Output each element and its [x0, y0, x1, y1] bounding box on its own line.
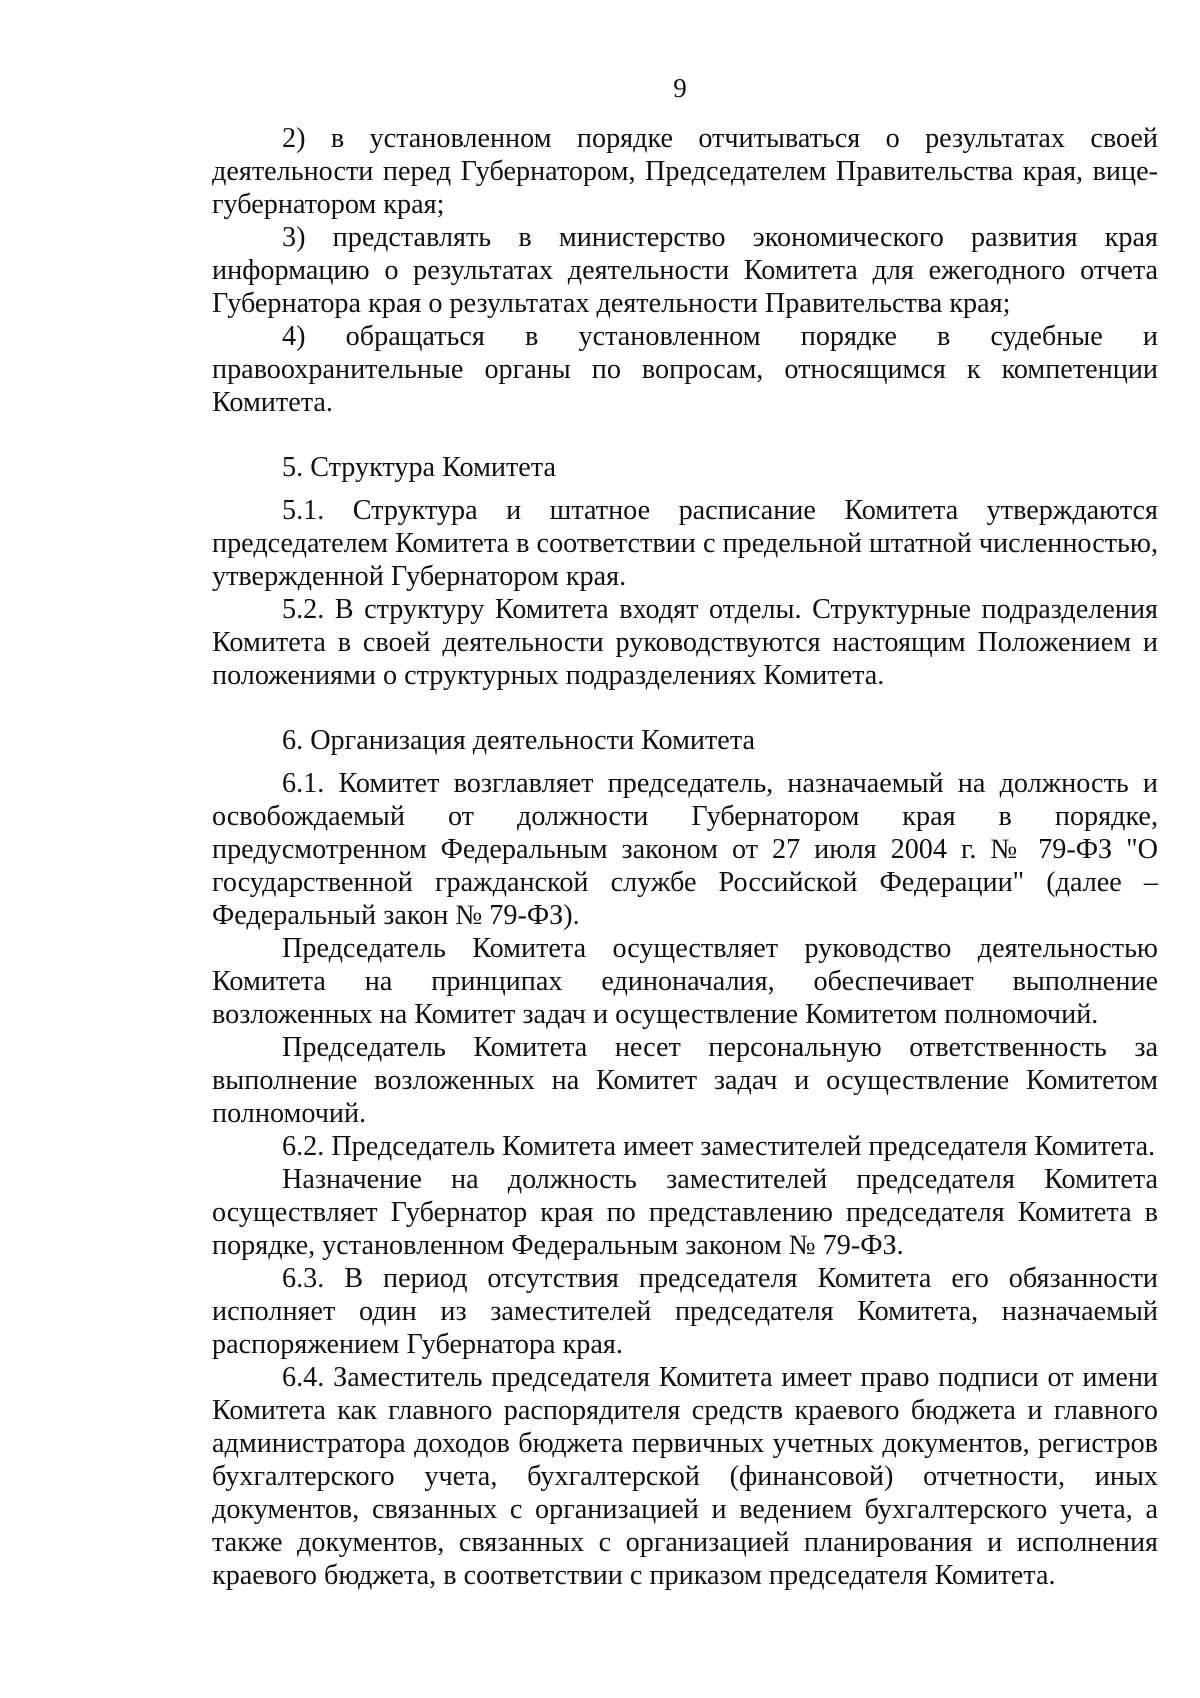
page-number: 9 — [673, 73, 687, 103]
paragraph-4-4: 4) обращаться в установленном порядке в судебные и правоохранительные органы по вопросам, относящимся к компетенции Комитета. — [212, 321, 1158, 418]
paragraph-6-1-chairman-responsibility: Председатель Комитета несет персональную ответственность за выполнение возложенных на Комитет задач и осуществление Комитетом полномочий. — [212, 1032, 1158, 1129]
document-body — [212, 122, 1158, 1592]
section-heading-6: 6. Организация деятельности Комитета — [282, 725, 755, 756]
paragraph-6-2: 6.2. Председатель Комитета имеет заместителей председателя Комитета. — [282, 1131, 1156, 1162]
paragraph-6-2-appointment: Назначение на должность заместителей председателя Комитета осуществляет Губернатор края по представлению председателя Комитета в порядке, установленном Федеральным законом № 79-ФЗ. — [212, 1164, 1158, 1261]
paragraph-6-1: 6.1. Комитет возглавляет председатель, назначаемый на должность и освобождаемый от должности Губернатором края в порядке, предусмотренном Федеральным законом от 27 июля 2004 г. № 79-ФЗ "О государственной гражданской службе Российской Федерации" (далее – Федеральный закон № 79-ФЗ). — [212, 768, 1158, 931]
paragraph-6-3: 6.3. В период отсутствия председателя Комитета его обязанности исполняет один из заместителей председателя Комитета, назначаемый распоряжением Губернатора края. — [212, 1263, 1158, 1360]
paragraph-6-4: 6.4. Заместитель председателя Комитета имеет право подписи от имени Комитета как главного распорядителя средств краевого бюджета и главного администратора доходов бюджета первичных учетных документов, регистров бухгалтерского учета, бухгалтерской (финансовой) отчетности, иных документов, связанных с организацией и ведением бухгалтерского учета, а также документов, связанных с организацией планирования и исполнения краевого бюджета, в соответствии с приказом председателя Комитета. — [212, 1362, 1158, 1591]
paragraph-4-3: 3) представлять в министерство экономического развития края информацию о результатах деятельности Комитета для ежегодного отчета Губернатора края о результатах деятельности Правительства края; — [212, 222, 1158, 319]
paragraph-5-1: 5.1. Структура и штатное расписание Комитета утверждаются председателем Комитета в соответствии с предельной штатной численностью, утвержденной Губернатором края. — [212, 495, 1158, 592]
paragraph-6-1-chairman-duties: Председатель Комитета осуществляет руководство деятельностью Комитета на принципах единоначалия, обеспечивает выполнение возложенных на Комитет задач и осуществление Комитетом полномочий. — [212, 933, 1158, 1030]
section-heading-5: 5. Структура Комитета — [282, 452, 556, 483]
paragraph-5-2: 5.2. В структуру Комитета входят отделы. Структурные подразделения Комитета в своей деятельности руководствуются настоящим Положением и положениями о структурных подразделениях Комитета. — [212, 594, 1158, 691]
paragraph-4-2: 2) в установленном порядке отчитываться о результатах своей деятельности перед Губернатором, Председателем Правительства края, вице-губернатором края; — [212, 123, 1158, 220]
